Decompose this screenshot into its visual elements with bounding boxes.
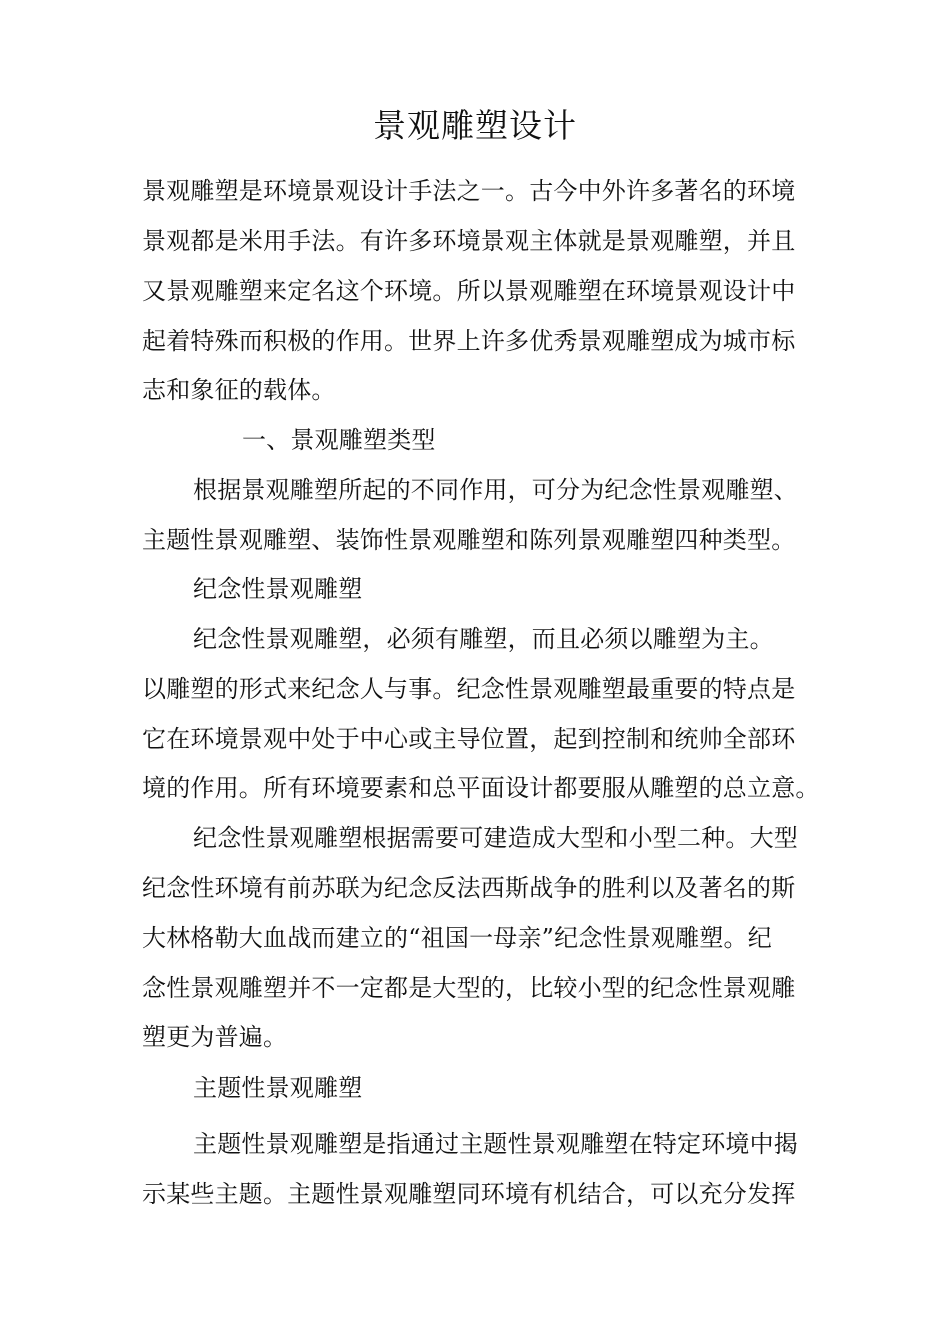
text-line: 志和象征的载体。 — [142, 376, 336, 404]
text-line: 景观雕塑是环境景观设计手法之一。古今中外许多著名的环境 — [142, 177, 796, 205]
text-line: 景观都是米用手法。有许多环境景观主体就是景观雕塑，并且 — [142, 227, 796, 255]
text-line: 大林格勒大血战而建立的“祖国一母亲”纪念性景观雕塑。纪 — [142, 924, 772, 952]
text-line: 它在环境景观中处于中心或主导位置，起到控制和统帅全部环 — [142, 725, 796, 753]
document-title: 景观雕塑设计 — [373, 106, 577, 145]
text-line: 纪念性景观雕塑，必须有雕塑，而且必须以雕塑为主。 — [193, 625, 774, 653]
section-heading: 一、景观雕塑类型 — [242, 426, 436, 454]
text-line: 境的作用。所有环境要素和总平面设计都要服从雕塑的总立意。 — [142, 774, 820, 802]
text-line: 主题性景观雕塑、装饰性景观雕塑和陈列景观雕塑四种类型。 — [142, 526, 796, 554]
text-line: 以雕塑的形式来纪念人与事。纪念性景观雕塑最重要的特点是 — [142, 675, 796, 703]
subsection-heading: 主题性景观雕塑 — [193, 1074, 363, 1102]
text-line: 塑更为普遍。 — [142, 1023, 288, 1051]
text-line: 纪念性环境有前苏联为纪念反法西斯战争的胜利以及著名的斯 — [142, 874, 796, 902]
text-line: 又景观雕塑来定名这个环境。所以景观雕塑在环境景观设计中 — [142, 277, 796, 305]
text-line: 起着特殊而积极的作用。世界上许多优秀景观雕塑成为城市标 — [142, 327, 796, 355]
text-line: 念性景观雕塑并不一定都是大型的，比较小型的纪念性景观雕 — [142, 974, 796, 1002]
text-line: 主题性景观雕塑是指通过主题性景观雕塑在特定环境中揭 — [193, 1130, 798, 1158]
text-line: 根据景观雕塑所起的不同作用，可分为纪念性景观雕塑、 — [193, 476, 798, 504]
text-line: 纪念性景观雕塑根据需要可建造成大型和小型二种。大型 — [193, 824, 798, 852]
subsection-heading: 纪念性景观雕塑 — [193, 575, 363, 603]
text-line: 示某些主题。主题性景观雕塑同环境有机结合，可以充分发挥 — [142, 1180, 796, 1208]
